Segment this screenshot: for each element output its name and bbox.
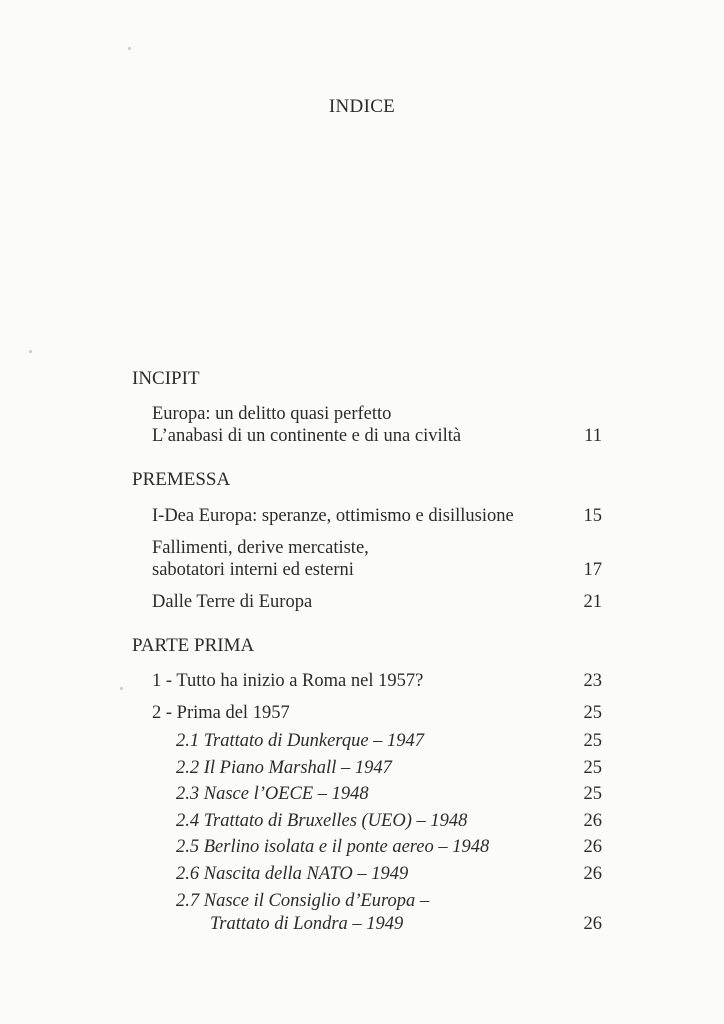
- toc-entry-line: Dalle Terre di Europa: [152, 592, 313, 612]
- toc-subentry-line: Trattato di Londra – 1949: [210, 914, 404, 934]
- scan-speck: [128, 47, 131, 50]
- page-number: 26: [583, 811, 602, 831]
- page-number: 25: [583, 758, 602, 778]
- toc-subentry-line: 2.3 Nasce l’OECE – 1948: [176, 784, 369, 804]
- page-number: 25: [583, 731, 602, 751]
- toc-subentry-line: 2.5 Berlino isolata e il ponte aereo – 1948: [176, 837, 490, 857]
- toc-entry-line: sabotatori interni ed esterni: [152, 560, 354, 580]
- section-heading-incipit: INCIPIT: [132, 368, 200, 389]
- toc-entry-line: 1 - Tutto ha inizio a Roma nel 1957?: [152, 671, 424, 691]
- page-number: 25: [583, 784, 602, 804]
- toc-subentry-line: 2.6 Nascita della NATO – 1949: [176, 864, 409, 884]
- toc-subentry-line: 2.1 Trattato di Dunkerque – 1947: [176, 731, 425, 751]
- toc-entry-line: Europa: un delitto quasi perfetto: [152, 404, 392, 424]
- page-number: 26: [583, 837, 602, 857]
- scan-speck: [120, 687, 123, 690]
- toc-entry-line: L’anabasi di un continente e di una civiltà: [152, 426, 462, 446]
- toc-subentry-line: 2.4 Trattato di Bruxelles (UEO) – 1948: [176, 811, 468, 831]
- scan-speck: [29, 350, 32, 353]
- page-number: 15: [583, 506, 602, 526]
- toc-entry-line: I-Dea Europa: speranze, ottimismo e disillusione: [152, 506, 514, 526]
- page-number: 23: [583, 671, 602, 691]
- page-number: 26: [583, 864, 602, 884]
- page-number: 26: [583, 914, 602, 934]
- page-number: 25: [583, 703, 602, 723]
- section-heading-parte-prima: PARTE PRIMA: [132, 635, 255, 656]
- toc-entry-line: Fallimenti, derive mercatiste,: [152, 538, 369, 558]
- page-number: 11: [584, 426, 602, 446]
- page-number: 17: [583, 560, 602, 580]
- section-heading-premessa: PREMESSA: [132, 469, 231, 490]
- toc-subentry-line: 2.7 Nasce il Consiglio d’Europa –: [176, 891, 430, 911]
- page-title: INDICE: [328, 96, 396, 117]
- toc-subentry-line: 2.2 Il Piano Marshall – 1947: [176, 758, 392, 778]
- page-number: 21: [583, 592, 602, 612]
- toc-entry-line: 2 - Prima del 1957: [152, 703, 290, 723]
